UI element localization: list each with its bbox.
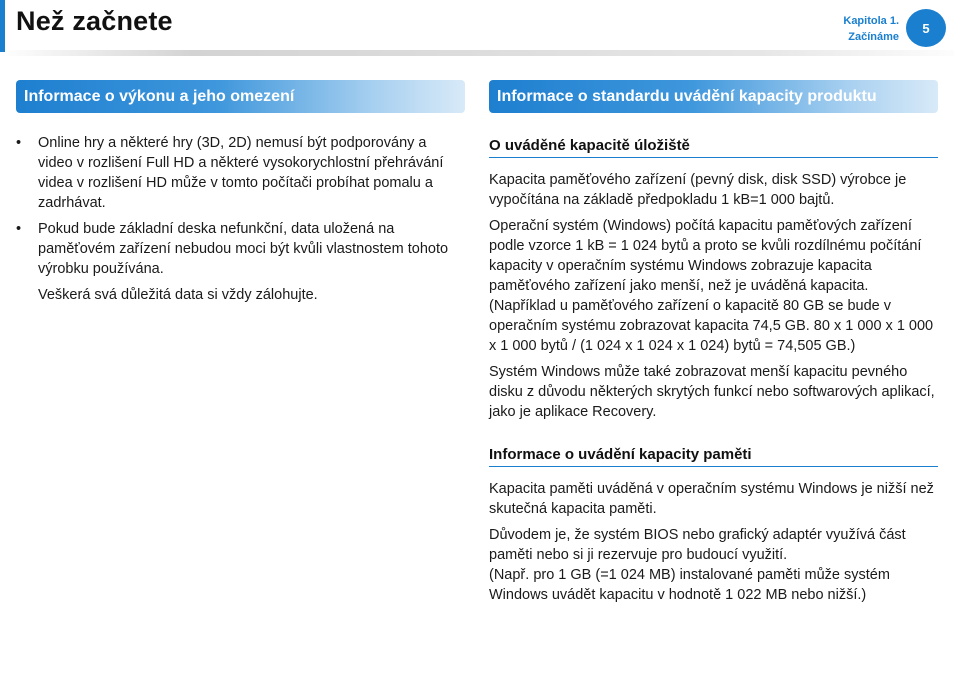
storage-paragraph: Systém Windows může také zobrazovat menší kapacitu pevného disku z důvodu některých skrytých funkcí nebo softwarových aplikací, jako je aplikace Recovery. bbox=[489, 364, 935, 420]
storage-paragraph: Kapacita paměťového zařízení (pevný disk, disk SSD) výrobce je vypočítána na základě předpokladu 1 kB=1 000 bajtů. bbox=[489, 172, 907, 208]
subheading-storage: O uváděné kapacitě úložiště bbox=[489, 137, 938, 158]
storage-example: (Například u paměťového zařízení o kapacitě 80 GB se bude v operačním systému zobrazovat kapacita 74,5 GB. 80 x 1 000 x 1 000 x 1 000 bytů / (1 024 x 1 024 x 1 024) bytů = 74,505 GB.) bbox=[489, 298, 934, 354]
section-title-performance: Informace o výkonu a jeho omezení bbox=[16, 80, 465, 113]
backup-note: Veškerá svá důležitá data si vždy zálohujte. bbox=[38, 287, 318, 303]
left-column bbox=[16, 80, 465, 305]
memory-example: (Např. pro 1 GB (=1 024 MB) instalované paměti může systém Windows uvádět kapacitu v hodnotě 1 022 MB nebo nižší.) bbox=[489, 567, 890, 603]
header-accent-bar bbox=[0, 0, 5, 52]
page-number-badge: 5 bbox=[906, 9, 946, 47]
subheading-memory: Informace o uvádění kapacity paměti bbox=[489, 446, 938, 467]
bullet-item: • Pokud bude základní deska nefunkční, data uložená na paměťovém zařízení nebudou moci být kvůli vlastnostem tohoto výrobku používána. bbox=[16, 219, 465, 279]
chapter-number: Kapitola 1. bbox=[843, 15, 899, 27]
performance-bullet-list bbox=[16, 133, 465, 279]
memory-paragraph: Důvodem je, že systém BIOS nebo grafický adaptér využívá část paměti nebo si ji rezervuje pro budoucí využití. bbox=[489, 527, 906, 563]
bullet-item: • Online hry a některé hry (3D, 2D) nemusí být podporovány a video v rozlišení Full HD a některé vysokorychlostní přehrávání videa v rozlišení HD může v tomto počítači probíhat pomalu a zadrhávat. bbox=[16, 133, 465, 213]
chapter-name: Začínáme bbox=[848, 31, 899, 43]
header-divider bbox=[0, 50, 954, 56]
page-title: Než začnete bbox=[16, 6, 173, 36]
chapter-label bbox=[843, 13, 899, 45]
section-title-capacity: Informace o standardu uvádění kapacity produktu bbox=[489, 80, 938, 113]
right-column bbox=[489, 80, 938, 605]
storage-paragraph: Operační systém (Windows) počítá kapacitu paměťových zařízení podle vzorce 1 kB = 1 024 bytů a proto se kvůli rozdílnému počítání kapacity v operačním systému Windows zobrazuje kapacita paměťového zařízení jako menší, než je uváděná kapacita. bbox=[489, 218, 922, 294]
memory-paragraph: Kapacita paměti uváděná v operačním systému Windows je nižší než skutečná kapacita paměti. bbox=[489, 481, 934, 517]
